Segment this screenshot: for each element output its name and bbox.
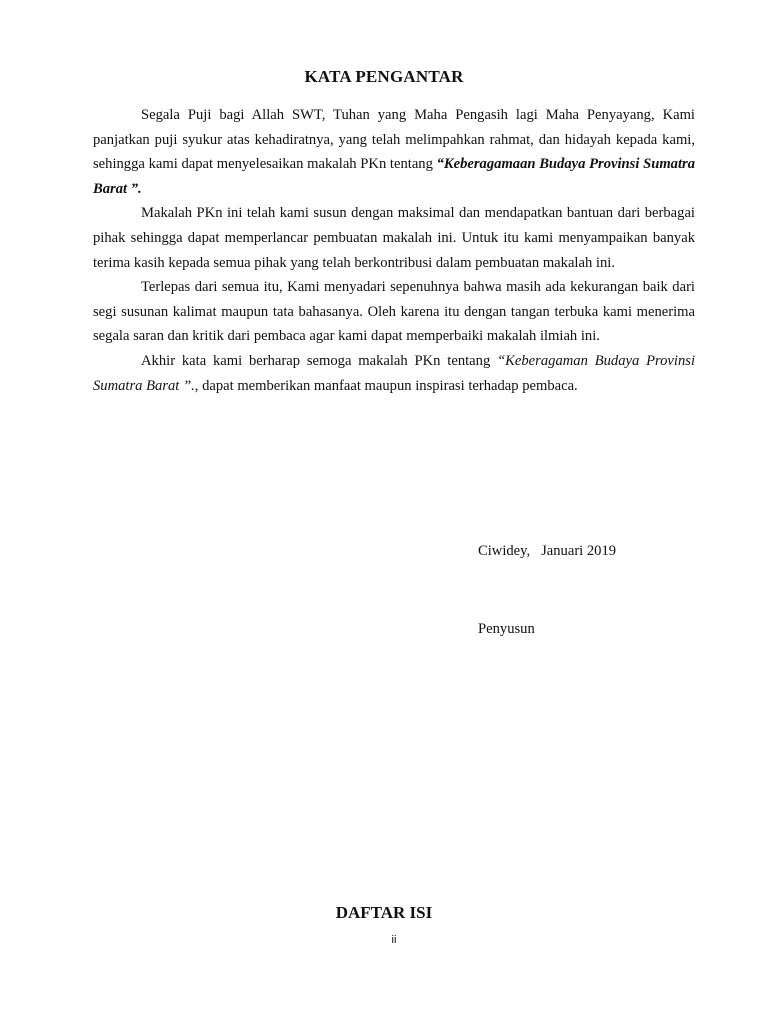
page-title: KATA PENGANTAR (304, 67, 464, 86)
paragraph-4-emphasis: “Keberagaman Budaya Provinsi Sumatra Barat ”. (93, 352, 695, 394)
paragraph-4 (93, 349, 695, 398)
place-date: Ciwidey, Januari 2019 (478, 543, 617, 559)
paragraph-1-text: Segala Puji bagi Allah SWT, Tuhan yang Maha Pengasih lagi Maha Penyayang, Kami panjatkan puji syukur atas kehadiratnya, yang telah melimpahkan rahmat, dan hidayah kepada kami, sehingga kami dapat menyelesaikan makalah PKn tentang (93, 107, 695, 173)
author-signature-label: Penyusun (478, 621, 535, 637)
paragraph-3: Terlepas dari semua itu, Kami menyadari sepenuhnya bahwa masih ada kekurangan baik dari segi susunan kalimat maupun tata bahasanya. Oleh karena itu dengan tangan terbuka kami menerima segala saran dan kritik dari pembaca agar kami dapat memperbaiki makalah ilmiah ini. (93, 279, 695, 345)
table-of-contents-title: DAFTAR ISI (335, 903, 433, 922)
paragraph-4-text: Akhir kata kami berharap semoga makalah PKn tentang (141, 352, 498, 369)
paragraph-4-text-end: , dapat memberikan manfaat maupun inspirasi terhadap pembaca. (194, 377, 578, 394)
paragraph-2: Makalah PKn ini telah kami susun dengan maksimal dan mendapatkan bantuan dari berbagai pihak sehingga dapat memperlancar pembuatan makalah ini. Untuk itu kami menyampaikan banyak terima kasih kepada semua pihak yang telah berkontribusi dalam pembuatan makalah ini. (93, 205, 695, 271)
preface-body (93, 103, 695, 398)
paragraph-1 (93, 103, 695, 201)
page-number: ii (391, 934, 397, 946)
paragraph-1-emphasis: “Keberagamaan Budaya Provinsi Sumatra Barat ”. (93, 156, 695, 197)
